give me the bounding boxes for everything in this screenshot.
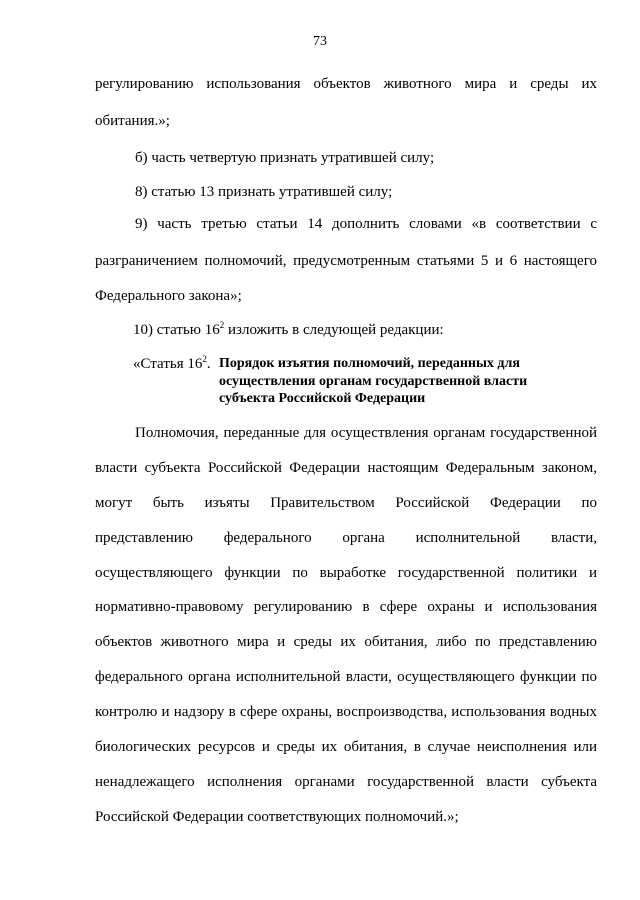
paragraph-line: власти субъекта Российской Федерации настоящим Федеральным законом, (95, 460, 597, 476)
paragraph-line: биологических ресурсов и среды их обитания, в случае неисполнения или (95, 739, 597, 755)
paragraph-line: нормативно-правовому регулированию в сфере охраны и использования (95, 599, 597, 615)
article-prefix-dot: . (206, 356, 211, 372)
paragraph-line: могут быть изъяты Правительством Российской Федерации по (95, 495, 597, 511)
paragraph-line: ненадлежащего исполнения органами государственной власти субъекта (95, 774, 597, 790)
list-item-6: б) часть четвертую признать утратившей силу; (135, 150, 435, 166)
article-prefix (133, 355, 211, 373)
list-item-9: 9) часть третью статьи 14 дополнить словами «в соответствии с (135, 216, 597, 232)
paragraph-line: осуществляющего функции по выработке государственной политики и (95, 565, 597, 581)
paragraph-line: федерального органа исполнительной власти, осуществляющего функции по (95, 669, 597, 685)
paragraph-line: Полномочия, переданные для осуществления органам государственной (135, 425, 597, 441)
article-title-line: Порядок изъятия полномочий, переданных для (219, 356, 520, 371)
list-item-10-text: изложить в следующей редакции: (224, 322, 444, 338)
page-number: 73 (313, 34, 327, 49)
article-prefix-text: «Статья 16 (133, 356, 203, 372)
list-item-8: 8) статью 13 признать утратившей силу; (135, 184, 393, 200)
text-line: регулированию использования объектов животного мира и среды их (95, 76, 597, 92)
list-item-10 (133, 321, 597, 339)
superscript: 2 (219, 320, 225, 330)
text-line: Федерального закона»; (95, 288, 242, 304)
paragraph-line: контролю и надзору в сфере охраны, воспроизводства, использования водных (95, 704, 597, 720)
text-line: разграничением полномочий, предусмотренным статьями 5 и 6 настоящего (95, 253, 597, 269)
paragraph-line: представлению федерального органа исполнительной власти, (95, 530, 597, 546)
paragraph-line: объектов животного мира и среды их обитания, либо по представлению (95, 634, 597, 650)
paragraph-line: Российской Федерации соответствующих полномочий.»; (95, 809, 459, 825)
article-title-line: субъекта Российской Федерации (219, 391, 426, 406)
list-item-10-text: 10) статью 16 (133, 322, 220, 338)
superscript: 2 (202, 354, 207, 364)
text-line: обитания.»; (95, 113, 170, 129)
article-title-line: осуществления органам государственной власти (219, 374, 528, 389)
